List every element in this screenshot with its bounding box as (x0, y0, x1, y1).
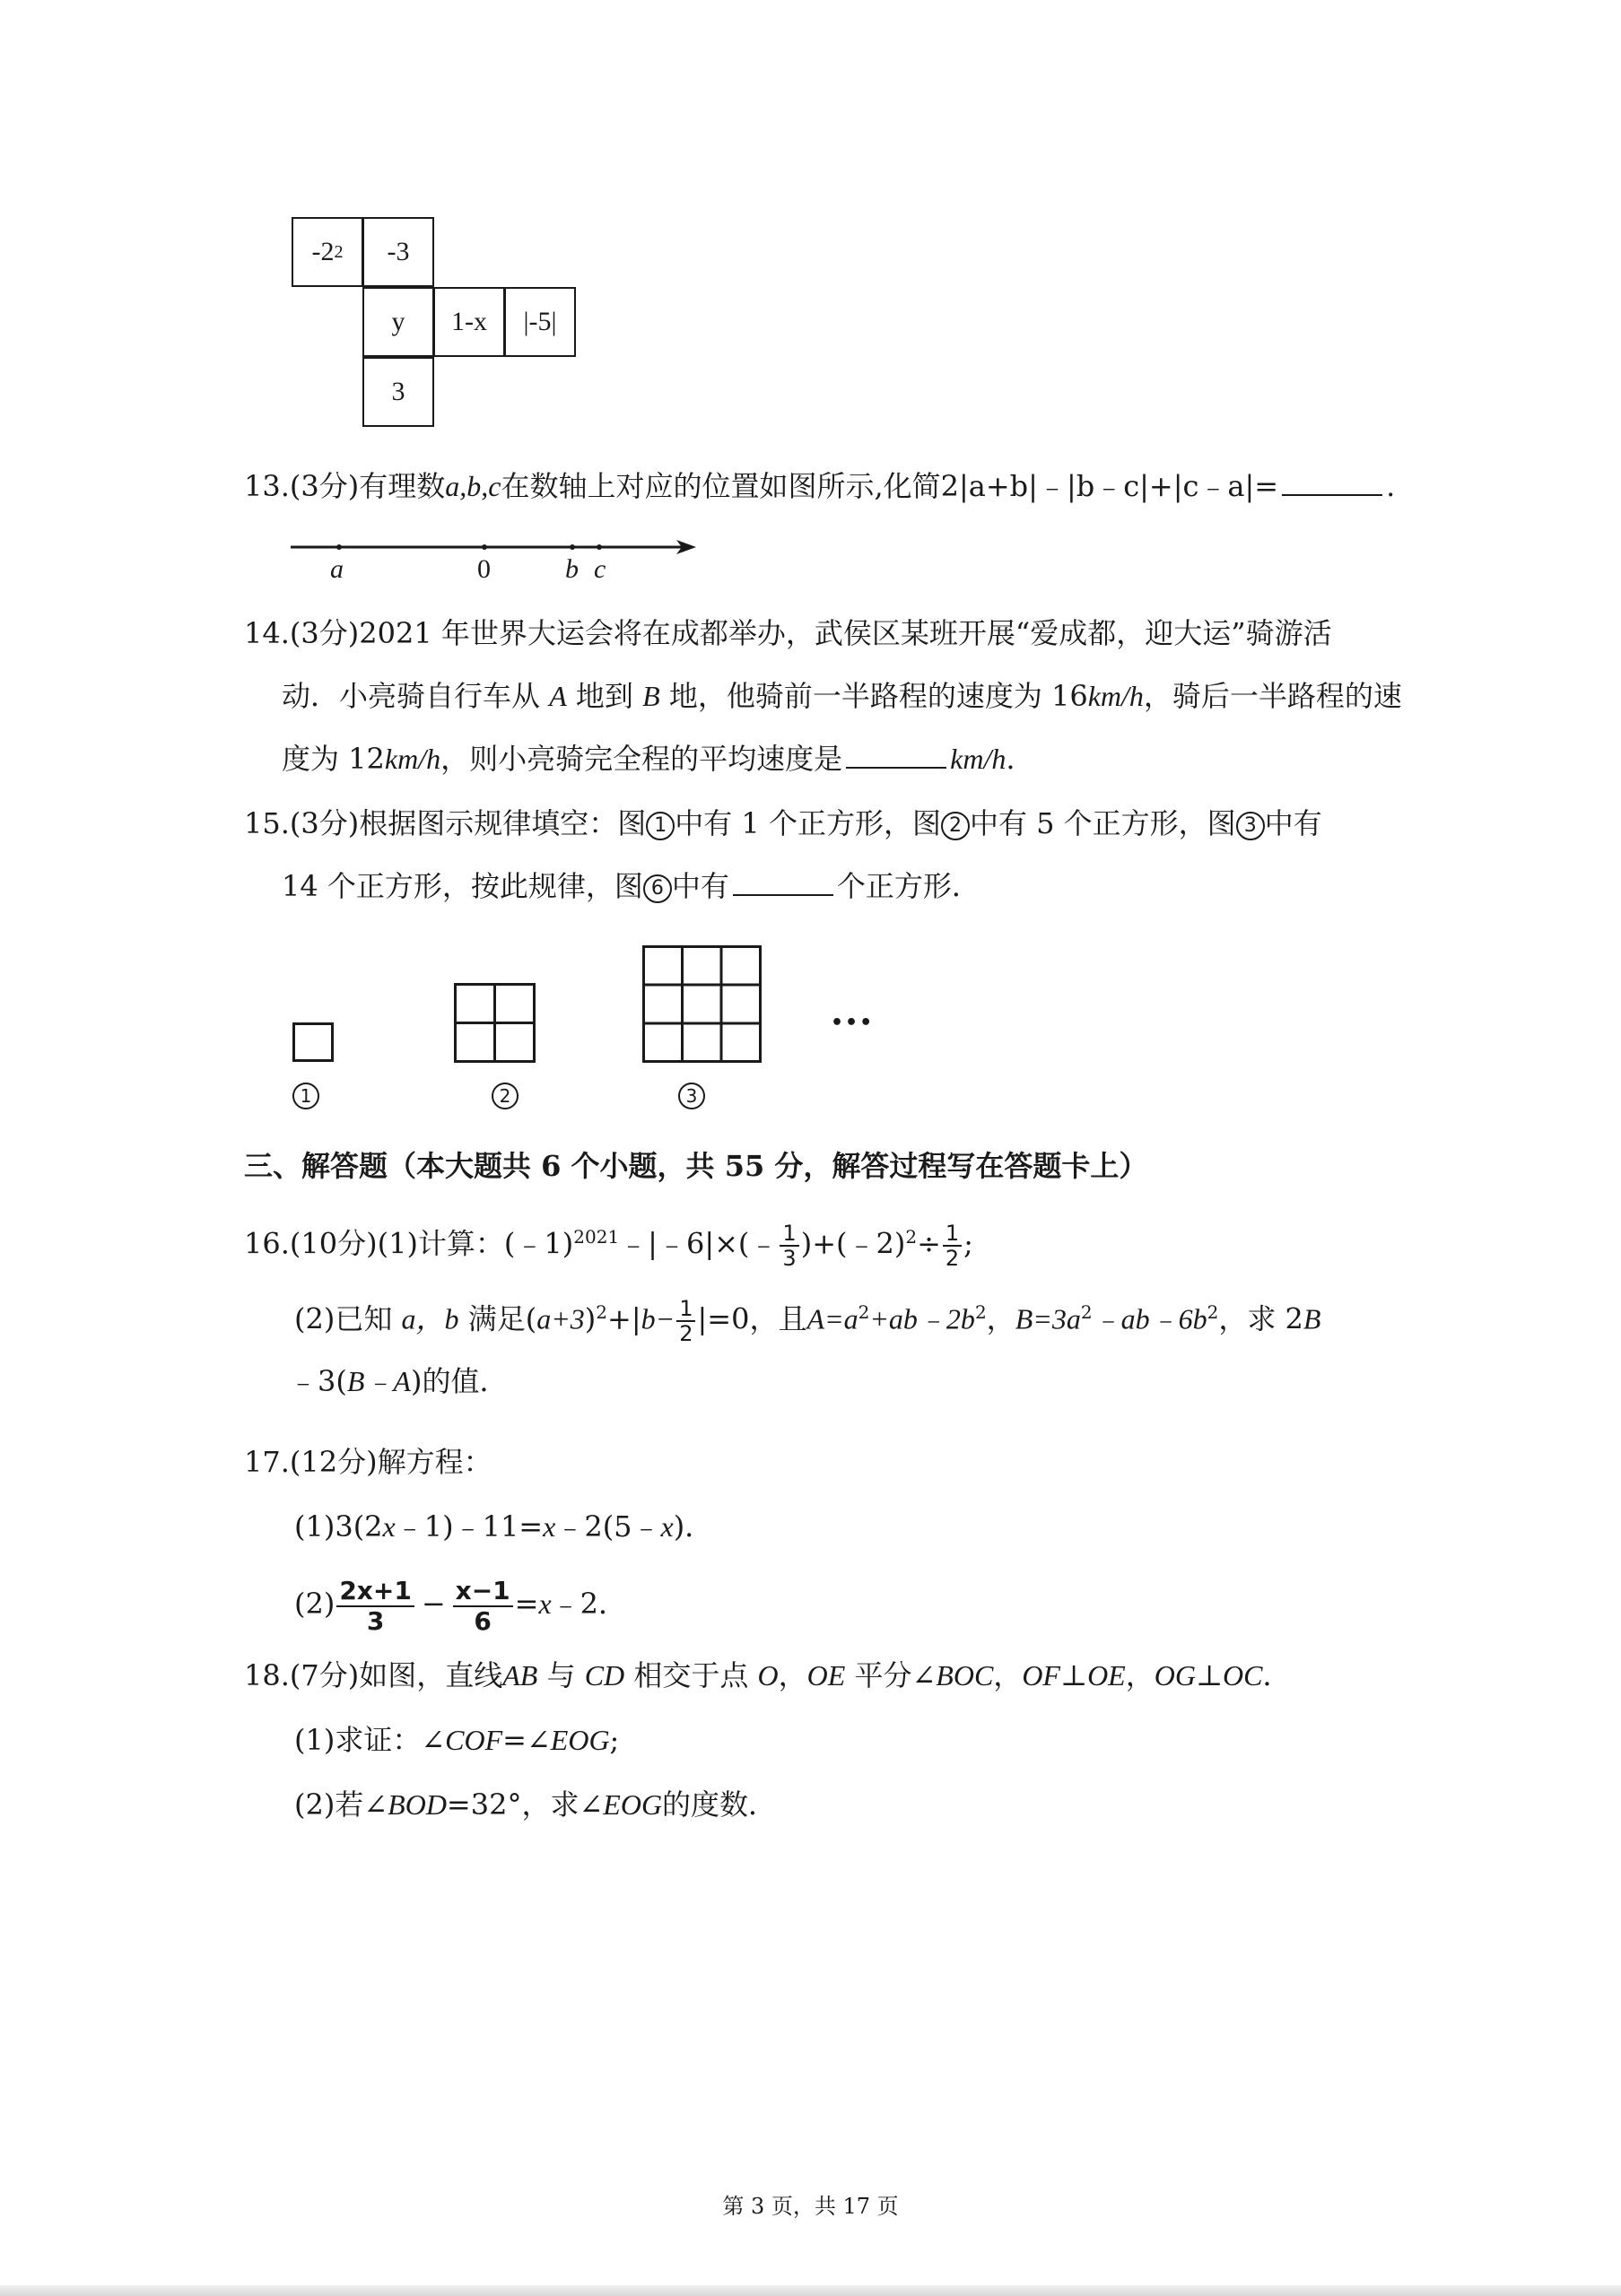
q16-text: ÷ (917, 1226, 941, 1261)
q16-part-1 (244, 1222, 973, 1270)
number-line-label: c (594, 554, 606, 584)
q14-text: ，骑后一半路程的速 (1143, 679, 1402, 713)
q16-expr: B=3a (1015, 1302, 1081, 1335)
cube-cell (504, 287, 576, 357)
q18-text: 与 (546, 1658, 576, 1692)
answer-blank[interactable] (846, 740, 946, 769)
q18-text: ． (1262, 1658, 1292, 1692)
q16-expr: A=a (806, 1302, 858, 1335)
numerator: 2x+1 (336, 1577, 414, 1607)
q16-text: ， (986, 1301, 1015, 1336)
cube-cell-text: -2 (311, 237, 335, 266)
part-label: (2) (294, 1587, 336, 1621)
part-label: (2) (294, 1787, 336, 1822)
fraction-one-third (780, 1222, 798, 1270)
q14-text: ，则小亮骑完全程的平均速度是 (440, 742, 843, 776)
q18-var: OE (1087, 1659, 1126, 1692)
q15-text: 中有 5 个正方形，图 (969, 806, 1236, 840)
exponent: 2 (974, 1300, 987, 1323)
part-label: (1) (294, 1723, 336, 1757)
q17-part-2 (294, 1568, 627, 1639)
q13-text: 在数轴上对应的位置如图所示,化简 (501, 469, 941, 503)
question-score: (10分) (289, 1226, 378, 1261)
q16-text: )+(﹣2) (800, 1226, 906, 1261)
q16-expr: a+3 (536, 1302, 585, 1335)
q15-text: 中有 (671, 869, 729, 903)
numerator: 1 (943, 1222, 962, 1247)
q18-var: O (757, 1659, 779, 1692)
q18-text: 如图，直线 (359, 1658, 503, 1692)
q15-text: 中有 1 个正方形，图 (675, 806, 941, 840)
q14-text: 2021 年世界大运会将在成都举办，武侯区某班开展“爱成都，迎大运”骑游活 (359, 616, 1332, 650)
figure-label: 2 (492, 1083, 519, 1109)
number-line-label: 0 (477, 554, 491, 584)
q15-text: 根据图示规律填空：图 (359, 806, 647, 840)
figure-3-grid (642, 945, 763, 1064)
number-line-label: b (565, 554, 579, 584)
fraction (453, 1577, 513, 1636)
question-number: 16. (244, 1226, 290, 1261)
circled-number: 6 (643, 874, 672, 903)
numerator: 1 (676, 1297, 695, 1322)
q13-end: . (1386, 469, 1396, 503)
q18-var: OC (1223, 1659, 1263, 1692)
part-label: (2) (294, 1301, 336, 1336)
q18-var: BOC (936, 1659, 994, 1692)
denominator: 2 (679, 1321, 693, 1346)
q14-line-2 (282, 676, 1402, 716)
q18-text: ， (1125, 1658, 1155, 1692)
q16-text: ﹣|﹣6|× (619, 1226, 738, 1261)
q14-text: 地到 (575, 679, 633, 713)
q16-text: 已知 (335, 1301, 393, 1336)
q16-expr: B (1303, 1302, 1321, 1335)
q15-line-2 (282, 866, 980, 906)
cube-cell-text: -3 (387, 237, 410, 266)
circled-number: 2 (941, 812, 970, 840)
q15-text: 个正方形． (836, 869, 980, 903)
cube-cell (433, 287, 505, 357)
cube-cell: -2 2 (292, 217, 363, 287)
question-score: (3分) (289, 469, 360, 503)
q16-expr: ﹣ab﹣6b (1092, 1302, 1207, 1335)
denominator: 3 (782, 1246, 797, 1271)
q17-text: − (421, 1587, 446, 1621)
circled-number: 3 (1236, 812, 1265, 840)
q13-expr: 2|a+b|﹣|b﹣c|+|c﹣a|= (940, 469, 1279, 503)
question-score: (7分) (289, 1658, 360, 1692)
exponent: 2 (596, 1300, 608, 1323)
question-score: (12分) (289, 1445, 378, 1479)
figure-1-square (292, 1022, 334, 1062)
q14-var: B (642, 680, 660, 712)
answer-blank[interactable] (1282, 467, 1382, 496)
exponent: 2 (905, 1225, 918, 1248)
number-line (287, 529, 700, 583)
q16-text: (﹣ (737, 1226, 779, 1261)
q17-var: x (382, 1510, 396, 1543)
q18-text: ; (609, 1723, 620, 1757)
exponent: 2 (1080, 1300, 1093, 1323)
page-footer: 第 3 页，共 17 页 (722, 2194, 899, 2219)
q14-unit: km/h (384, 743, 441, 775)
numerator: x−1 (453, 1577, 513, 1607)
q18-text: =32°，求∠ (446, 1787, 604, 1822)
question-number: 17. (244, 1445, 290, 1479)
q17-var: x (660, 1510, 674, 1543)
q16-text: 满足( (467, 1301, 537, 1336)
cube-cell-text: y (391, 307, 405, 336)
denominator: 3 (366, 1605, 385, 1636)
q14-var: A (549, 680, 567, 712)
q17-text: 3(2 (335, 1509, 383, 1544)
question-number: 18. (244, 1658, 290, 1692)
q17-title: 解方程： (377, 1445, 492, 1479)
q18-var: OG (1154, 1659, 1196, 1692)
number-line-point (597, 544, 602, 550)
q13-vars: a,b,c (445, 470, 501, 502)
q16-expr: B﹣A (346, 1365, 411, 1397)
q16-text: ，求 2 (1218, 1301, 1303, 1336)
question-number: 15. (244, 806, 290, 840)
cube-cell (362, 287, 434, 357)
q16-text: ) (584, 1301, 597, 1336)
fraction (336, 1577, 414, 1636)
cube-cell-text: 1-x (451, 307, 487, 336)
number-line-point (570, 544, 575, 550)
q18-var: OF (1022, 1659, 1060, 1692)
q14-text: 度为 12 (282, 742, 385, 776)
cube-cell-text: |-5| (523, 307, 557, 336)
q18-part-2 (294, 1785, 777, 1824)
section-heading: 三、解答题（本大题共 6 个小题，共 55 分，解答过程写在答题卡上） (244, 1149, 1148, 1183)
q18-line (244, 1656, 1292, 1695)
q18-text: ， (778, 1658, 807, 1692)
q15-text: 中有 (1264, 806, 1322, 840)
q16-vars: a，b (401, 1302, 459, 1335)
q18-text: ⊥ (1195, 1658, 1224, 1692)
q14-text: 动．小亮骑自行车从 (282, 679, 541, 713)
q18-text: ， (993, 1658, 1023, 1692)
q17-line (244, 1442, 492, 1482)
question-score: (3分) (289, 806, 360, 840)
page-edge (0, 2285, 1621, 2296)
q17-var: x (543, 1510, 556, 1543)
question-number: 13. (244, 469, 290, 503)
exponent: 2021 (573, 1225, 620, 1248)
q16-expr: +ab﹣2b (869, 1302, 975, 1335)
q18-var: COF (445, 1724, 503, 1756)
figure-2-grid (454, 983, 536, 1064)
q16-part-2-cont (289, 1361, 508, 1401)
q17-text: ﹣1)﹣11= (395, 1509, 544, 1544)
answer-blank[interactable] (733, 867, 833, 896)
figure-label: 3 (678, 1083, 705, 1109)
exponent: 2 (858, 1300, 870, 1323)
question-score: (3分) (289, 616, 360, 650)
q16-text: |=0，且 (697, 1301, 807, 1336)
q16-text: 计算：(﹣1) (417, 1226, 574, 1261)
q14-text: 地，他骑前一半路程的速度为 16 (668, 679, 1088, 713)
q14-unit: km/h (950, 743, 1007, 775)
q18-text: ⊥ (1059, 1658, 1088, 1692)
q18-text: 平分∠ (854, 1658, 937, 1692)
q18-part-1 (294, 1720, 619, 1760)
q18-var: CD (584, 1659, 625, 1692)
cube-cell (362, 357, 434, 427)
fraction-one-half (943, 1222, 962, 1270)
q16-text: +| (607, 1301, 641, 1336)
cube-cell (362, 217, 434, 287)
fraction-one-half (676, 1297, 695, 1345)
q16-expr: b− (641, 1302, 675, 1335)
q14-unit: km/h (1087, 680, 1144, 712)
q17-text: ﹣2(5﹣ (555, 1509, 661, 1544)
denominator: 6 (474, 1605, 492, 1636)
q13-line (244, 466, 1395, 506)
q18-var: EOG (603, 1788, 663, 1821)
q18-text: =∠ (502, 1723, 551, 1757)
q18-text: 的度数． (662, 1787, 778, 1822)
numerator: 1 (780, 1222, 798, 1247)
q15-text: 14 个正方形，按此规律，图 (282, 869, 643, 903)
q16-part-2 (294, 1297, 1320, 1345)
q17-text: ﹣2． (551, 1587, 628, 1621)
q16-text: ﹣3( (289, 1364, 347, 1398)
q17-part-1 (294, 1507, 713, 1546)
denominator: 2 (945, 1246, 960, 1271)
q17-text: = (514, 1587, 539, 1621)
part-label: (1) (377, 1226, 418, 1261)
cube-cell-text: 3 (391, 377, 405, 406)
q18-var: OE (806, 1659, 846, 1692)
number-line-label: a (330, 554, 344, 584)
q18-text: 若∠ (335, 1787, 388, 1822)
q18-var: BOD (388, 1788, 447, 1821)
part-label: (1) (294, 1509, 336, 1544)
q16-text: ; (963, 1226, 973, 1261)
q14-end: . (1006, 742, 1015, 776)
q17-text: )． (673, 1509, 714, 1544)
q17-var: x (538, 1587, 552, 1620)
q13-text: 有理数 (359, 469, 446, 503)
ellipsis: ••• (831, 1012, 875, 1034)
q16-text: )的值． (410, 1364, 509, 1398)
q14-line-1 (244, 613, 1332, 653)
q14-line-3 (282, 739, 1015, 778)
q18-text: 求证：∠ (335, 1723, 446, 1757)
q18-var: AB (502, 1659, 538, 1692)
q15-line-1 (244, 804, 1322, 843)
question-number: 14. (244, 616, 290, 650)
number-line-point (336, 544, 342, 550)
circled-number: 1 (646, 812, 675, 840)
number-line-point (482, 544, 487, 550)
q18-text: 相交于点 (633, 1658, 749, 1692)
exponent: 2 (1207, 1300, 1219, 1323)
q18-var: EOG (550, 1724, 610, 1756)
figure-label: 1 (292, 1083, 319, 1109)
